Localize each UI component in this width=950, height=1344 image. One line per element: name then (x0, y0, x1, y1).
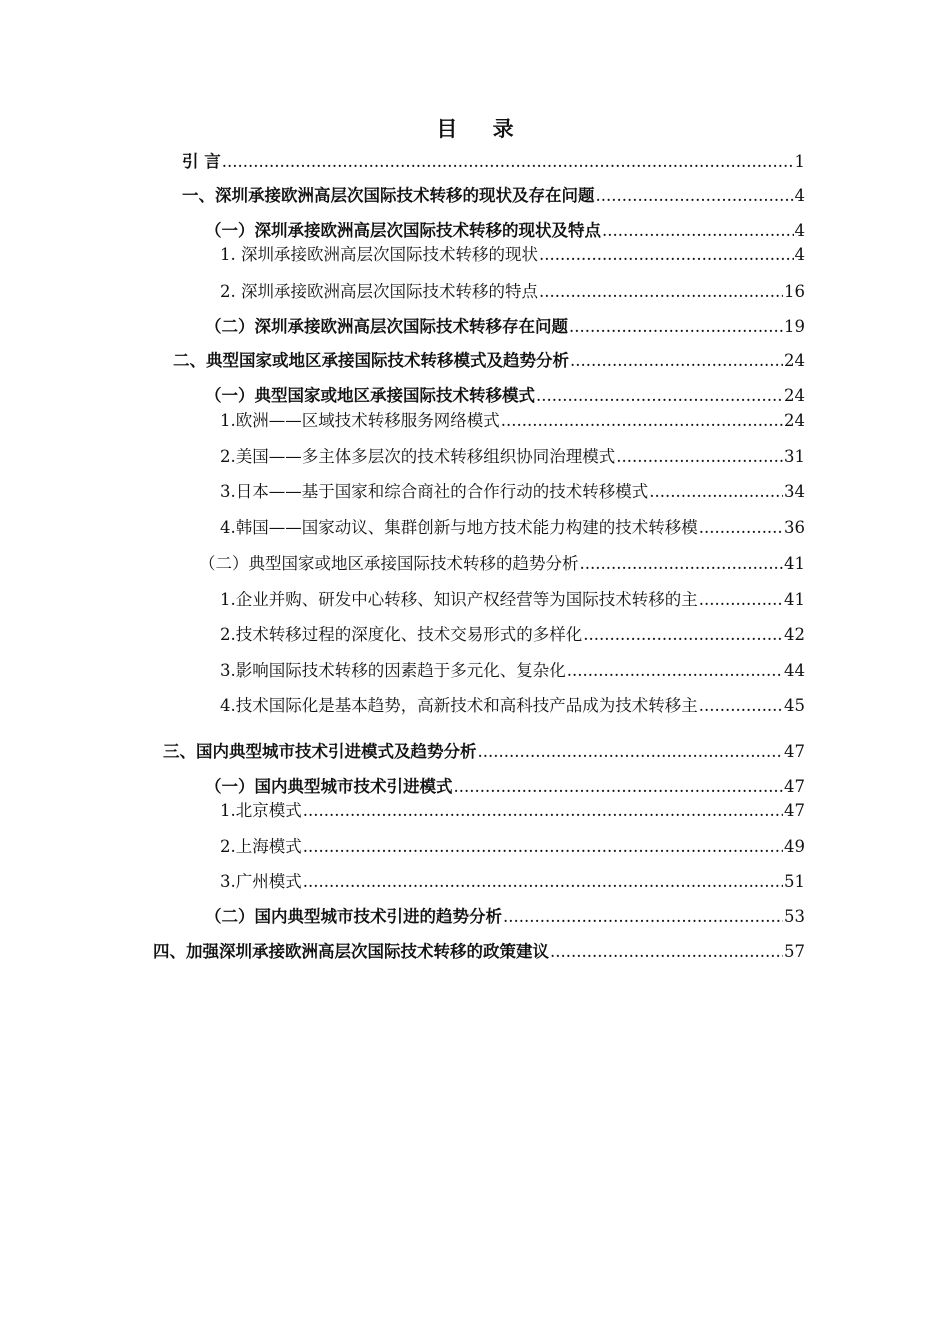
dot-leader (222, 150, 794, 174)
toc-page-number: 42 (784, 625, 805, 644)
toc-entry-intro[interactable] (182, 150, 805, 174)
toc-page-number: 24 (784, 411, 805, 430)
toc-page-number: 31 (784, 447, 805, 466)
toc-entry-text: 4.韩国——国家动议、集群创新与地方技术能力构建的技术转移模 (220, 518, 698, 537)
toc-entry-section-2-2[interactable] (199, 552, 805, 576)
toc-entry-text: 2.美国——多主体多层次的技术转移组织协同治理模式 (220, 447, 616, 466)
toc-entry-text: 三、国内典型城市技术引进模式及趋势分析 (163, 742, 477, 761)
toc-page-number: 41 (784, 590, 805, 609)
toc-entry-item-1-1-1[interactable] (220, 243, 805, 267)
dot-leader (503, 905, 783, 929)
dot-leader (583, 623, 783, 647)
toc-page-number: 57 (784, 942, 805, 961)
toc-entry-text: 四、加强深圳承接欧洲高层次国际技术转移的政策建议 (153, 942, 549, 961)
toc-entry-chapter-4[interactable] (153, 940, 805, 964)
toc-page-number: 36 (784, 518, 805, 537)
dot-leader (536, 384, 783, 408)
toc-page-number: 24 (784, 351, 805, 370)
toc-page-number: 41 (784, 554, 805, 573)
toc-entry-item-3-1-1[interactable] (220, 799, 805, 823)
dot-leader (501, 409, 783, 433)
toc-page-number: 1 (794, 152, 805, 171)
toc-entry-text: 3.影响国际技术转移的因素趋于多元化、复杂化 (220, 661, 566, 680)
dot-leader (649, 480, 783, 504)
dot-leader (602, 219, 794, 243)
dot-leader (454, 775, 784, 799)
dot-leader (478, 740, 784, 764)
toc-entry-text: 1.北京模式 (220, 801, 302, 820)
toc-entry-text: （一）深圳承接欧洲高层次国际技术转移的现状及特点 (205, 221, 601, 240)
toc-entry-item-1-1-2[interactable] (220, 280, 805, 304)
dot-leader (570, 349, 783, 373)
toc-entry-text: 2.上海模式 (220, 837, 302, 856)
toc-entry-section-3-1[interactable] (205, 775, 805, 799)
toc-entry-item-2-1-1[interactable] (220, 409, 805, 433)
toc-page-number: 53 (784, 907, 805, 926)
toc-entry-item-2-1-2[interactable] (220, 445, 805, 469)
toc-entry-text: 4.技术国际化是基本趋势，高新技术和高科技产品成为技术转移主 (220, 696, 698, 715)
toc-entry-text: 二、典型国家或地区承接国际技术转移模式及趋势分析 (173, 351, 569, 370)
toc-entry-item-2-2-1[interactable] (220, 588, 805, 612)
toc-entry-item-2-1-4[interactable] (220, 516, 805, 540)
dot-leader (616, 445, 783, 469)
dot-leader (569, 315, 783, 339)
toc-entry-text: 一、深圳承接欧洲高层次国际技术转移的现状及存在问题 (182, 186, 595, 205)
toc-entry-chapter-2[interactable] (173, 349, 805, 373)
toc-entry-section-1-2[interactable] (205, 315, 805, 339)
toc-entry-item-2-2-4[interactable] (220, 694, 805, 718)
toc-entry-item-3-1-3[interactable] (220, 870, 805, 894)
toc-entry-text: 1. 深圳承接欧洲高层次国际技术转移的现状 (220, 245, 538, 264)
toc-page-number: 49 (784, 837, 805, 856)
toc-page-number: 51 (784, 872, 805, 891)
toc-page-number: 47 (784, 777, 805, 796)
dot-leader (596, 184, 794, 208)
toc-page-number: 44 (784, 661, 805, 680)
toc-entry-text: 2.技术转移过程的深度化、技术交易形式的多样化 (220, 625, 583, 644)
toc-entry-item-2-1-3[interactable] (220, 480, 805, 504)
toc-entry-item-2-2-3[interactable] (220, 659, 805, 683)
toc-entry-text: 1.欧洲——区域技术转移服务网络模式 (220, 411, 500, 430)
toc-entry-chapter-3[interactable] (163, 740, 805, 764)
toc-entry-text: 3.日本——基于国家和综合商社的合作行动的技术转移模式 (220, 482, 649, 501)
toc-entry-text: 2. 深圳承接欧洲高层次国际技术转移的特点 (220, 282, 538, 301)
toc-page-number: 47 (784, 742, 805, 761)
toc-page-number: 19 (784, 317, 805, 336)
toc-entry-text: 1.企业并购、研发中心转移、知识产权经营等为国际技术转移的主 (220, 590, 698, 609)
toc-page-number: 47 (784, 801, 805, 820)
dot-leader (539, 280, 783, 304)
toc-entry-section-2-1[interactable] (205, 384, 805, 408)
toc-entry-text: 引 言 (182, 152, 221, 171)
dot-leader (303, 799, 783, 823)
toc-page-number: 45 (784, 696, 805, 715)
dot-leader (550, 940, 783, 964)
toc-entry-item-2-2-2[interactable] (220, 623, 805, 647)
dot-leader (580, 552, 784, 576)
dot-leader (567, 659, 783, 683)
toc-entry-text: （二）深圳承接欧洲高层次国际技术转移存在问题 (205, 317, 568, 336)
page-title: 目 录 (436, 117, 528, 141)
toc-entry-text: （一）典型国家或地区承接国际技术转移模式 (205, 386, 535, 405)
toc-page-number: 4 (794, 186, 805, 205)
toc-page-number: 24 (784, 386, 805, 405)
dot-leader (303, 835, 783, 859)
toc-entry-text: 3.广州模式 (220, 872, 302, 891)
toc-entry-text: （二）典型国家或地区承接国际技术转移的趋势分析 (199, 554, 579, 573)
toc-entry-chapter-1[interactable] (182, 184, 805, 208)
dot-leader (699, 588, 783, 612)
toc-page-number: 4 (794, 221, 805, 240)
dot-leader (699, 516, 783, 540)
toc-entry-item-3-1-2[interactable] (220, 835, 805, 859)
toc-page-number: 4 (794, 245, 805, 264)
toc-entry-text: （一）国内典型城市技术引进模式 (205, 777, 453, 796)
toc-page-number: 16 (784, 282, 805, 301)
toc-page-number: 34 (784, 482, 805, 501)
toc-entry-section-3-2[interactable] (205, 905, 805, 929)
toc-entry-text: （二）国内典型城市技术引进的趋势分析 (205, 907, 502, 926)
dot-leader (699, 694, 783, 718)
dot-leader (539, 243, 794, 267)
dot-leader (303, 870, 783, 894)
toc-entry-section-1-1[interactable] (205, 219, 805, 243)
